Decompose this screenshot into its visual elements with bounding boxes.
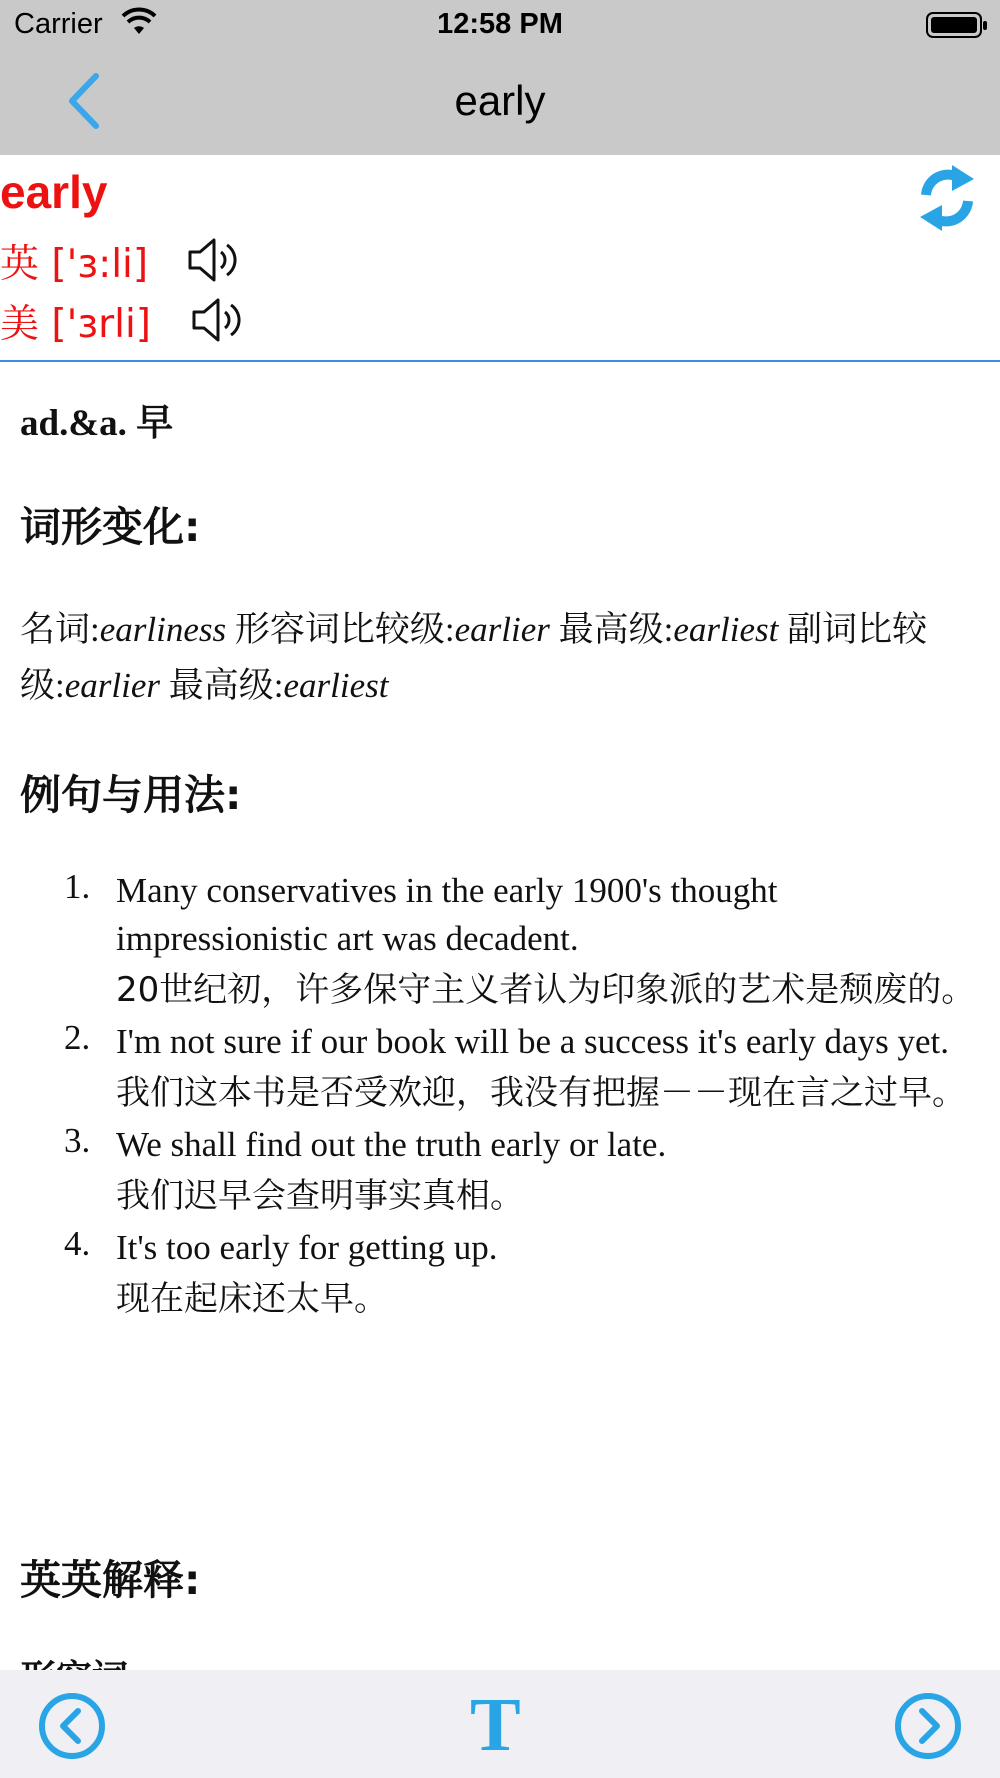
- form-value: earlier: [454, 610, 550, 649]
- example-chinese: 现在起床还太早。: [116, 1279, 388, 1319]
- example-english: Many conservatives in the early 1900's thought impressionistic art was decadent.: [116, 871, 778, 958]
- form-label: 最高级:: [160, 666, 284, 705]
- example-number: 2.: [64, 1018, 91, 1057]
- form-value: earliest: [673, 610, 779, 649]
- headword: early: [0, 166, 108, 218]
- example-number: 1.: [64, 867, 91, 906]
- next-button[interactable]: [893, 1691, 963, 1761]
- example-chinese: 我们这本书是否受欢迎，我没有把握－－现在言之过早。: [116, 1073, 966, 1113]
- us-pronunciation: 美 ['ɜrli]: [0, 302, 151, 347]
- examples-heading: 例句与用法:: [20, 771, 242, 819]
- carrier-label: Carrier: [14, 8, 103, 40]
- example-chinese: 20世纪初，许多保守主义者认为印象派的艺术是颓废的。: [116, 970, 976, 1010]
- example-number: 4.: [64, 1224, 91, 1263]
- example-english: It's too early for getting up.: [116, 1228, 498, 1267]
- font-size-button[interactable]: T: [470, 1683, 521, 1767]
- uk-pronunciation: 英 ['ɜ:li]: [0, 242, 149, 287]
- page-title: early: [454, 77, 546, 124]
- english-definition-heading: 英英解释:: [20, 1556, 201, 1604]
- example-chinese: 我们迟早会查明事实真相。: [116, 1176, 524, 1216]
- bottom-toolbar: [0, 1670, 1000, 1778]
- form-value: earlier: [64, 666, 160, 705]
- word-forms: [20, 602, 980, 714]
- status-bar: [0, 0, 1000, 50]
- word-header: [0, 155, 1000, 362]
- example-english: I'm not sure if our book will be a success it's early days yet.: [116, 1022, 949, 1061]
- form-label: 名词:: [20, 610, 100, 649]
- nav-bar: [0, 50, 1000, 155]
- example-item: [0, 867, 1000, 1018]
- refresh-icon[interactable]: [918, 165, 976, 231]
- us-speaker-icon[interactable]: [190, 295, 244, 345]
- status-time: 12:58 PM: [437, 8, 563, 40]
- top-bar: [0, 0, 1000, 155]
- form-value: earliness: [99, 610, 227, 649]
- word-forms-heading: 词形变化:: [20, 503, 201, 551]
- example-english: We shall find out the truth early or late.: [116, 1125, 667, 1164]
- definition-content[interactable]: [0, 362, 1000, 1670]
- example-item: [0, 1224, 1000, 1327]
- example-item: [0, 1121, 1000, 1224]
- example-number: 3.: [64, 1121, 91, 1160]
- previous-button[interactable]: [37, 1691, 107, 1761]
- uk-speaker-icon[interactable]: [186, 235, 240, 285]
- form-label: 最高级:: [549, 610, 674, 649]
- form-label: 副词比较级:: [20, 610, 928, 705]
- example-item: [0, 1018, 1000, 1121]
- examples-list: [0, 867, 1000, 1327]
- part-of-speech-definition: ad.&a. 早: [20, 403, 174, 444]
- form-value: earliest: [283, 666, 389, 705]
- battery-icon: [926, 11, 988, 39]
- form-label: 形容词比较级:: [226, 610, 455, 649]
